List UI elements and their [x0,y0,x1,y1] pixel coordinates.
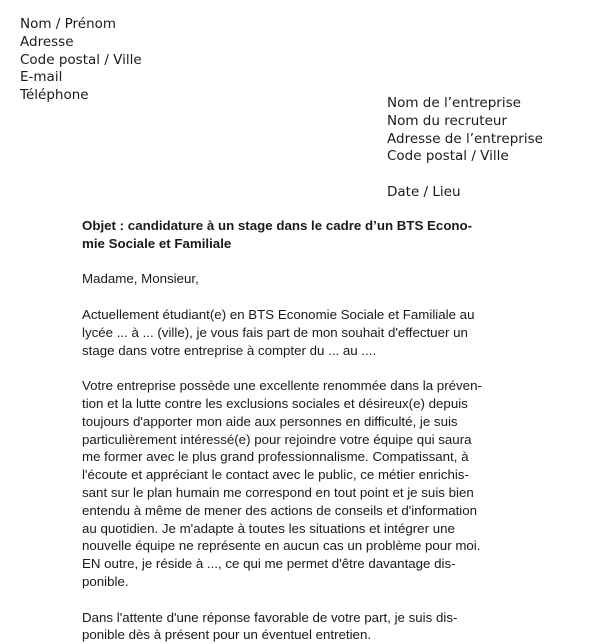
paragraph-intro [82,306,512,359]
paragraph-motivation [82,377,512,591]
text-line: Votre entreprise possède une excellente renommée dans la préven- [82,378,482,394]
text-line: nouvelle équipe ne représente en aucun cas un problème pour moi. [82,538,481,554]
text-line: ponible. [82,573,129,589]
date-place: Date / Lieu [387,184,461,201]
sender-phone: Téléphone [20,87,89,104]
text-line: me former avec le plus grand professionnalisme. Compatissant, à [82,449,469,465]
text-line: particulièrement intéressé(e) pour rejoindre votre équipe qui saura [82,431,472,447]
subject-line: Objet : candidature à un stage dans le cadre d’un BTS Econo- [82,218,473,233]
sender-block [20,16,142,105]
text-line: l'écoute et appréciant le contact avec le public, ce métier enrichis- [82,467,469,483]
text-line: lycée ... à ... (ville), je vous fais part de mon souhait d'effectuer un [82,324,468,340]
text-line: sant sur le plan humain me correspond en tout point et je suis bien [82,484,474,500]
paragraph-closing [82,609,512,644]
text-line: toujours d'apporter mon aide aux personnes en difficulté, je suis [82,413,458,429]
spacer [82,359,512,377]
recipient-recruiter: Nom du recruteur [387,112,508,129]
sender-name: Nom / Prénom [20,16,117,32]
text-line: au quotidien. Je m'adapte à toutes les situations et intégrer une [82,520,455,536]
sender-postal-city: Code postal / Ville [20,51,142,68]
letter-greeting: Madame, Monsieur, [82,271,199,287]
spacer [82,591,512,609]
spacer [82,253,512,271]
text-line: stage dans votre entreprise à compter du ... au .... [82,342,377,358]
letter-body [82,217,512,644]
subject-line: mie Sociale et Familiale [82,235,232,251]
recipient-company: Nom de l’entreprise [387,95,521,111]
text-line: ponible dès à présent pour un éventuel entretien. [82,627,372,643]
recipient-spacer [387,166,543,184]
recipient-address: Adresse de l’entreprise [387,130,543,147]
recipient-postal-city: Code postal / Ville [387,148,509,165]
spacer [82,288,512,306]
text-line: entendu à même de mener des actions de conseils et d'information [82,502,478,518]
text-line: tion et la lutte contre les exclusions sociales et désireux(e) depuis [82,395,468,411]
letter-subject [82,217,512,253]
text-line: EN outre, je réside à ..., ce qui me permet d'être davantage dis- [82,556,456,572]
sender-email: E-mail [20,69,63,86]
text-line: Actuellement étudiant(e) en BTS Economie Sociale et Familiale au [82,306,475,322]
text-line: Dans l'attente d'une réponse favorable de votre part, je suis dis- [82,609,458,625]
recipient-block [387,95,543,202]
sender-address: Adresse [20,33,74,50]
